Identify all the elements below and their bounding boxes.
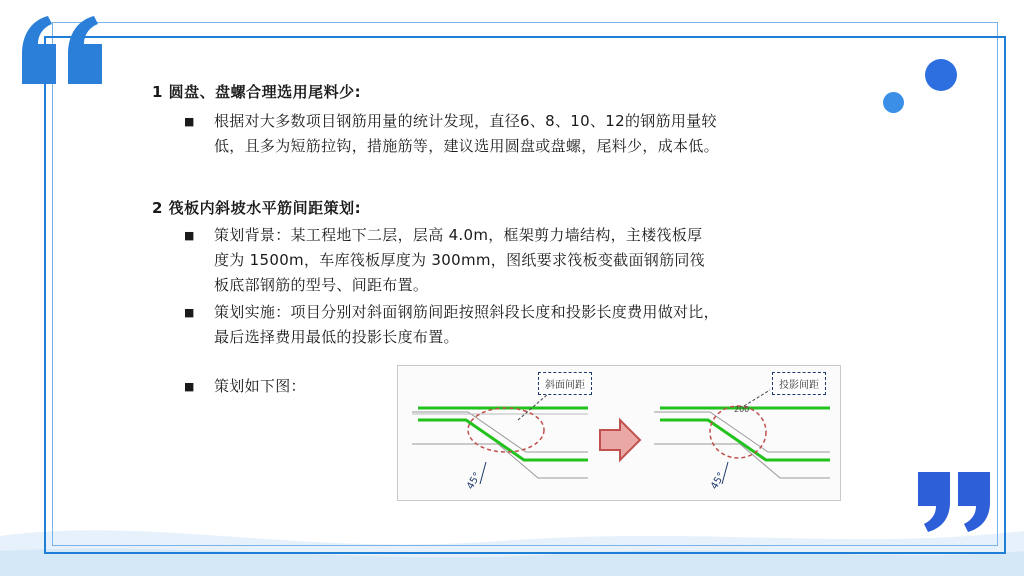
section-1-bullet — [152, 109, 719, 159]
section-1 — [152, 80, 719, 154]
slope-spacing-label: 斜面间距 — [538, 372, 592, 395]
text-line: 板底部钢筋的型号、间距布置。 — [214, 276, 429, 294]
arrow-icon — [600, 420, 640, 460]
text-line: 低，且多为短筋拉钩，措施筋等，建议选用圆盘或盘螺，尾料少，成本低。 — [214, 137, 719, 155]
bullet-mark: ■ — [184, 306, 195, 319]
text-line: 度为 1500m，车库筏板厚度为 300mm，图纸要求筏板变截面钢筋同筏 — [214, 251, 705, 269]
text-line: 策划如下图： — [214, 377, 306, 395]
angle-label-left: 45° — [465, 470, 484, 492]
close-quote-icon — [916, 470, 996, 532]
rebar-diagram — [397, 365, 841, 501]
right-panel — [654, 390, 830, 492]
bullet-background — [152, 223, 719, 298]
angle-label-right: 45° — [709, 470, 728, 492]
text-line: 策划背景：某工程地下二层，层高 4.0m，框架剪力墙结构，主楼筏板厚 — [214, 226, 703, 244]
projected-spacing-label: 投影间距 — [772, 372, 826, 395]
decor-dot-large — [925, 59, 957, 91]
bullet-mark: ■ — [184, 115, 195, 128]
left-panel — [412, 394, 588, 492]
bullet-mark: ■ — [184, 229, 195, 242]
decor-dot-small — [883, 92, 904, 113]
text-line: 最后选择费用最低的投影长度布置。 — [214, 328, 459, 346]
text-line: 根据对大多数项目钢筋用量的统计发现，直径6、8、10、12的钢筋用量较 — [214, 112, 717, 130]
spacing-value: 200 — [734, 405, 750, 414]
open-quote-icon — [18, 14, 106, 88]
bullet-mark: ■ — [184, 380, 195, 393]
text-line: 策划实施：项目分别对斜面钢筋间距按照斜段长度和投影长度费用做对比， — [214, 303, 719, 321]
section-1-heading: 1 圆盘、盘螺合理选用尾料少: — [152, 83, 362, 101]
bullet-implementation — [152, 300, 719, 350]
section-2-heading: 2 筏板内斜坡水平筋间距策划: — [152, 199, 362, 217]
